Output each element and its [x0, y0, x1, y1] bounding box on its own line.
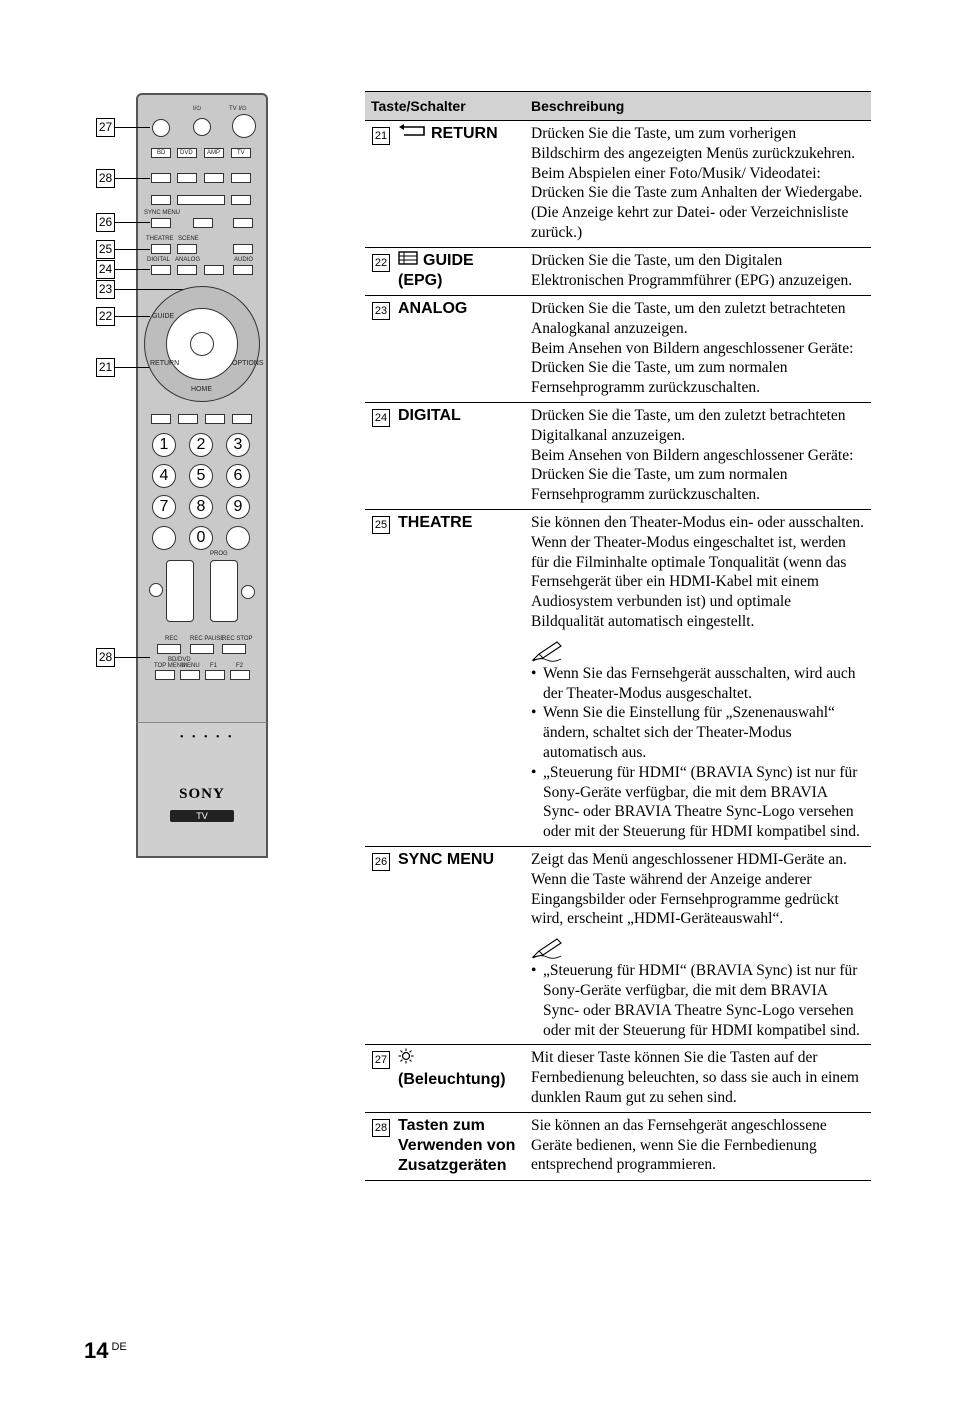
callout-28-top: 28	[96, 169, 115, 188]
key-number: 24	[372, 409, 390, 427]
note-item: • „Steuerung für HDMI“ (BRAVIA Sync) ist nur für Sony-Geräte verfügbar, die mit dem BRAVIA Sync- oder BRAVIA Theatre Sync-Logo versehen oder mit der Steuerung für HDMI kompatibel sind.	[531, 961, 865, 1040]
f1-label: F1	[210, 663, 218, 669]
digital-label: DIGITAL	[147, 257, 170, 263]
theatre-label: THEATRE	[146, 236, 174, 242]
description-cell	[525, 121, 871, 248]
green-key	[178, 414, 198, 424]
pause-icon	[193, 218, 213, 228]
callout-24: 24	[96, 260, 115, 279]
key-label: (Beleuchtung)	[398, 1071, 506, 1089]
page-number	[84, 1338, 127, 1364]
sync-menu-label: SYNC MENU	[144, 210, 181, 216]
next-icon	[231, 173, 251, 183]
key-number: 26	[372, 853, 390, 871]
theatre-key	[151, 244, 171, 254]
note-list	[531, 961, 865, 1040]
rec-stop-label: REC STOP	[222, 636, 253, 642]
description-paragraph: Mit dieser Taste können Sie die Tasten auf der Fernbedienung beleuchten, so dass sie auch in einem dunklen Raum gut zu sehen sind.	[531, 1049, 859, 1106]
description-table	[365, 91, 871, 1181]
callout-23: 23	[96, 280, 115, 299]
analog-label: ANALOG	[175, 257, 201, 263]
callout-27: 27	[96, 118, 115, 137]
callout-28-bottom: 28	[96, 648, 115, 667]
light-icon	[398, 1048, 414, 1070]
top-menu-key	[155, 670, 175, 680]
f2-label: F2	[236, 663, 244, 669]
power-icon	[193, 118, 211, 136]
description-cell	[525, 247, 871, 295]
key-number: 23	[372, 302, 390, 320]
key-label: SYNC MENU	[398, 850, 495, 868]
sony-logo: SONY	[179, 786, 225, 802]
description-paragraph: Beim Abspielen einer Foto/Musik/ Videodatei: Drücken Sie die Taste zum Anhalten der Wiedergabe. (Die Anzeige kehrt zur Datei- oder Verzeichnisliste zurück.)	[531, 164, 863, 241]
table-row	[365, 509, 871, 846]
slow-back-icon	[151, 195, 171, 205]
key-cell	[365, 846, 525, 1044]
note-icon	[531, 640, 865, 662]
description-paragraph: Drücken Sie die Taste, um den Digitalen Elektronischen Programmführer (EPG) anzuzeigen.	[531, 251, 853, 289]
mute-icon	[149, 583, 163, 597]
key-label: RETURN	[431, 125, 498, 143]
remote-illustration	[0, 0, 340, 880]
note-item: • Wenn Sie die Einstellung für „Szenenauswahl“ ändern, schaltet sich der Theater-Modus automatisch aus.	[531, 703, 865, 762]
options-label: OPTIONS	[232, 360, 264, 367]
audio-label: AUDIO	[234, 257, 254, 263]
description-cell	[525, 1045, 871, 1112]
key-number: 22	[372, 254, 390, 272]
key-cell	[365, 403, 525, 510]
page-number-value: 14	[84, 1338, 109, 1363]
tv-power-button	[232, 114, 256, 138]
top-menu-label: TOP MENU	[154, 663, 186, 669]
description-cell	[525, 296, 871, 403]
yellow-key	[205, 414, 225, 424]
key-number: 27	[372, 1051, 390, 1069]
number-9: 9	[226, 495, 250, 519]
stop-icon	[233, 218, 253, 228]
prev-icon	[151, 173, 171, 183]
key-number: 28	[372, 1119, 390, 1137]
fast-forward-icon	[204, 173, 224, 183]
bd-key: BD	[151, 148, 171, 158]
dvd-key: DVD	[177, 148, 197, 158]
description-paragraph: Sie können an das Fernsehgerät angeschlossene Geräte bedienen, wenn Sie die Fernbedienung entsprechend programmieren.	[531, 1116, 827, 1174]
f1-key	[205, 670, 225, 680]
analog-key	[177, 265, 197, 275]
header-desc: Beschreibung	[525, 92, 871, 121]
scene-key	[177, 244, 197, 254]
note-item: • „Steuerung für HDMI“ (BRAVIA Sync) ist nur für Sony-Geräte verfügbar, die mit dem BRAVIA Sync- oder BRAVIA Theatre Sync-Logo versehen oder mit der Steuerung für HDMI kompatibel sind.	[531, 763, 865, 842]
description-paragraph: Zeigt das Menü angeschlossener HDMI-Geräte an. Wenn die Taste während der Anzeige anderer Eingangsbilder oder Fernsehprogramme gedrückt wird, erscheint „HDMI-Geräteauswahl“.	[531, 850, 847, 928]
description-paragraph: Drücken Sie die Taste, um zum vorherigen Bildschirm des angezeigten Menüs zurückzukehren.	[531, 125, 856, 162]
table-row	[365, 247, 871, 295]
key-label: GUIDE (EPG)	[398, 252, 474, 290]
scene-label: SCENE	[178, 236, 199, 242]
play-icon	[177, 195, 225, 205]
blue-key	[232, 414, 252, 424]
home-label: HOME	[191, 386, 212, 393]
return-label: RETURN	[150, 360, 180, 367]
sync-menu-key	[151, 218, 171, 228]
number-4: 4	[152, 464, 176, 488]
rec-pause-label: REC PAUSE	[190, 636, 225, 642]
number-1: 1	[152, 433, 176, 457]
menu-label: MENU	[182, 663, 200, 669]
program-rocker	[210, 560, 238, 622]
slow-fwd-icon	[231, 195, 251, 205]
guide-label: GUIDE	[152, 313, 175, 320]
number-8: 8	[189, 495, 213, 519]
rewind-icon	[177, 173, 197, 183]
description-paragraph: Beim Ansehen von Bildern angeschlossener Geräte: Drücken Sie die Taste, um zum normalen Fernsehprogramm zurückzuschalten.	[531, 339, 854, 397]
page-lang: DE	[111, 1341, 127, 1353]
volume-rocker	[166, 560, 194, 622]
table-row	[365, 846, 871, 1044]
jump-icon	[241, 585, 255, 599]
teletext-icon	[152, 526, 176, 550]
number-5: 5	[189, 464, 213, 488]
digital-key	[151, 265, 171, 275]
description-cell	[525, 846, 871, 1044]
callout-22: 22	[96, 307, 115, 326]
key-cell	[365, 1112, 525, 1180]
red-key	[151, 414, 171, 424]
number-0: 0	[189, 526, 213, 550]
description-cell	[525, 403, 871, 510]
info-key	[233, 244, 253, 254]
table-row	[365, 296, 871, 403]
key-label: Tasten zum Verwenden von Zusatzgeräten	[398, 1116, 516, 1174]
number-6: 6	[226, 464, 250, 488]
description-cell	[525, 1112, 871, 1180]
key-label: ANALOG	[398, 300, 468, 318]
table-row	[365, 1045, 871, 1112]
note-icon	[531, 937, 865, 959]
tv-key: TV	[231, 148, 251, 158]
power-label: I/⏻	[193, 106, 202, 112]
prog-label: PROG	[210, 551, 228, 557]
key-cell	[365, 1045, 525, 1112]
audio-key	[233, 265, 253, 275]
description-paragraph: Beim Ansehen von Bildern angeschlossener Geräte: Drücken Sie die Taste, um zum normalen Fernsehprogramm zurückzuschalten.	[531, 446, 854, 504]
description-cell	[525, 509, 871, 846]
key-cell	[365, 247, 525, 295]
note-item: • Wenn Sie das Fernsehgerät ausschalten, wird auch der Theater-Modus ausgeschaltet.	[531, 664, 865, 704]
key-label: DIGITAL	[398, 407, 461, 424]
table-header-row	[365, 92, 871, 121]
key-cell	[365, 121, 525, 248]
note-list	[531, 664, 865, 842]
key-cell	[365, 509, 525, 846]
number-3: 3	[226, 433, 250, 457]
subtitle-key	[204, 265, 224, 275]
tv-badge: TV	[170, 810, 234, 822]
rec-key	[157, 644, 181, 654]
amp-key: AMP	[204, 148, 224, 158]
key-label: THEATRE	[398, 513, 473, 531]
f2-key	[230, 670, 250, 680]
callout-21: 21	[96, 358, 115, 377]
guide-icon	[398, 251, 418, 271]
rec-stop-key	[222, 644, 246, 654]
ok-button	[190, 332, 214, 356]
table-row	[365, 403, 871, 510]
number-2: 2	[189, 433, 213, 457]
description-paragraph: Drücken Sie die Taste, um den zuletzt betrachteten Analogkanal anzuzeigen.	[531, 300, 846, 337]
key-cell	[365, 296, 525, 403]
rec-pause-key	[190, 644, 214, 654]
callout-26: 26	[96, 213, 115, 232]
description-paragraph: Drücken Sie die Taste, um den zuletzt betrachteten Digitalkanal anzuzeigen.	[531, 407, 846, 444]
menu-key	[180, 670, 200, 680]
number-7: 7	[152, 495, 176, 519]
favourite-icon	[226, 526, 250, 550]
callout-25: 25	[96, 240, 115, 259]
header-key: Taste/Schalter	[365, 92, 525, 121]
description-paragraph: Sie können den Theater-Modus ein- oder ausschalten. Wenn der Theater-Modus eingeschaltet ist, werden für die Filminhalte optimale Tonqualität (wenn das Fernsehgerät über ein HDMI-Kabel mit einem Audiosystem verbunden ist) und optimale Bildqualität automatisch eingestellt.	[531, 513, 864, 630]
table-row	[365, 1112, 871, 1180]
light-icon	[152, 119, 170, 137]
table-row	[365, 121, 871, 248]
rec-label: REC	[165, 636, 178, 642]
return-arrow-icon	[398, 124, 426, 144]
led-dots: • • • • •	[180, 732, 235, 743]
tv-power-label: TV I/⏻	[229, 106, 247, 112]
bd-dvd-label: BD/DVD	[168, 657, 191, 663]
key-number: 25	[372, 516, 390, 534]
key-number: 21	[372, 127, 390, 145]
